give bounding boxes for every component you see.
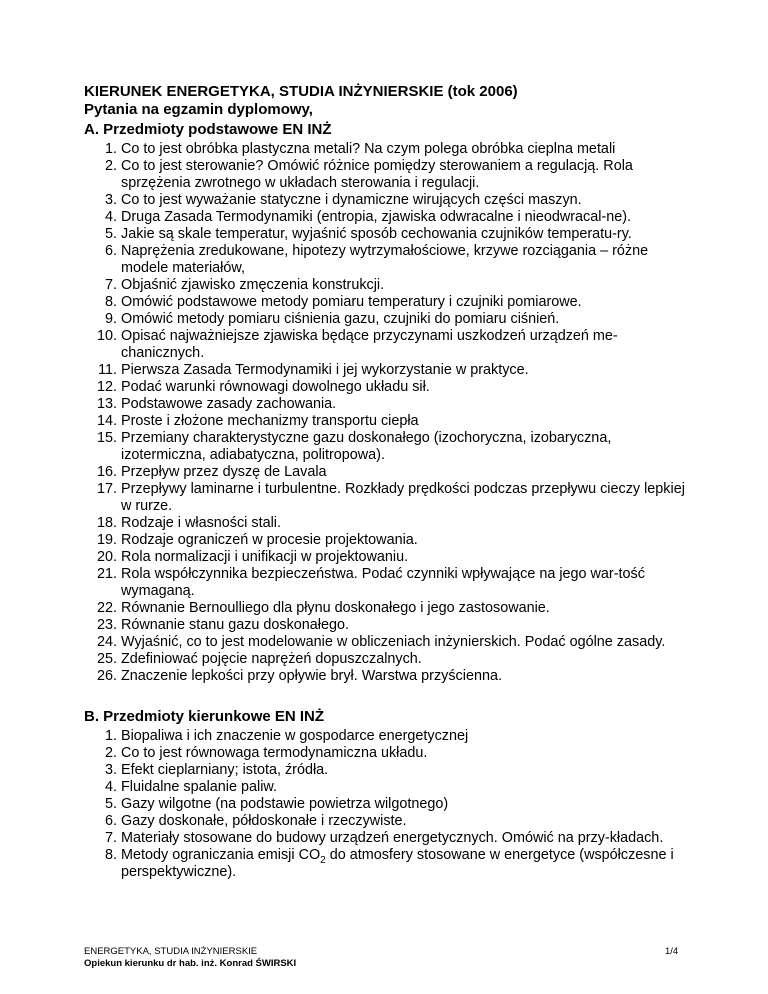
list-item bbox=[84, 651, 694, 668]
list-item-text: Rodzaje ograniczeń w procesie projektowania. bbox=[121, 532, 418, 548]
list-item-text: Co to jest sterowanie? Omówić różnice pomiędzy sterowaniem a regulacją. Rola sprzężenia zwrotnego w układach sterowania i regulacji. bbox=[121, 158, 633, 191]
list-item-text: Omówić podstawowe metody pomiaru temperatury i czujniki pomiarowe. bbox=[121, 294, 582, 310]
list-item-text: Podać warunki równowagi dowolnego układu sił. bbox=[121, 379, 430, 395]
list-item bbox=[84, 413, 694, 430]
list-item-text: Jakie są skale temperatur, wyjaśnić sposób cechowania czujników temperatu-ry. bbox=[121, 226, 632, 242]
section-b bbox=[84, 708, 694, 881]
list-item-text: Co to jest równowaga termodynamiczna układu. bbox=[121, 745, 428, 761]
list-item bbox=[84, 141, 694, 158]
list-item-number: 25. bbox=[96, 651, 117, 667]
list-item-number: 11. bbox=[98, 362, 117, 378]
list-item-text: Co to jest wyważanie statyczne i dynamiczne wirujących części maszyn. bbox=[121, 192, 582, 208]
list-item bbox=[84, 762, 694, 779]
section-a-question-list bbox=[84, 141, 694, 685]
list-item-text: Przepływy laminarne i turbulentne. Rozkłady prędkości podczas przepływu cieczy lepkiej w rurze. bbox=[121, 481, 685, 514]
list-item-number: 8. bbox=[104, 847, 117, 863]
list-item-text: Wyjaśnić, co to jest modelowanie w obliczeniach inżynierskich. Podać ogólne zasady. bbox=[121, 634, 666, 650]
section-a-heading: A. Przedmioty podstawowe EN INŻ bbox=[84, 121, 332, 138]
list-item-number: 7. bbox=[104, 830, 117, 846]
list-item-text: Opisać najważniejsze zjawiska będące przyczynami uszkodzeń urządzeń me-chanicznych. bbox=[121, 328, 618, 361]
list-item bbox=[84, 277, 694, 294]
list-item bbox=[84, 813, 694, 830]
list-item-number: 22. bbox=[96, 600, 117, 616]
list-item-number: 4. bbox=[104, 779, 117, 795]
list-item-number: 5. bbox=[104, 226, 117, 242]
list-item-number: 1. bbox=[104, 728, 117, 744]
list-item bbox=[84, 464, 694, 481]
list-item-number: 2. bbox=[104, 745, 117, 761]
list-item-text: Naprężenia zredukowane, hipotezy wytrzymałościowe, krzywe rozciągania – różne modele materiałów, bbox=[121, 243, 649, 276]
list-item-text: Gazy wilgotne (na podstawie powietrza wilgotnego) bbox=[121, 796, 449, 812]
list-item bbox=[84, 158, 694, 192]
list-item bbox=[84, 328, 694, 362]
list-item-text: Gazy doskonałe, półdoskonałe i rzeczywiste. bbox=[121, 813, 407, 829]
list-item bbox=[84, 796, 694, 813]
list-item bbox=[84, 728, 694, 745]
list-item-number: 21. bbox=[96, 566, 117, 582]
list-item-number: 3. bbox=[104, 192, 117, 208]
list-item-text: Równanie Bernoulliego dla płynu doskonałego i jego zastosowanie. bbox=[121, 600, 550, 616]
list-item-text: Przemiany charakterystyczne gazu doskonałego (izochoryczna, izobaryczna, izotermiczna, adiabatyczna, politropowa). bbox=[121, 430, 612, 463]
list-item bbox=[84, 668, 694, 685]
list-item-text-before: Metody ograniczania emisji CO bbox=[121, 847, 321, 863]
list-item-text: Rodzaje i własności stali. bbox=[121, 515, 281, 531]
section-a bbox=[84, 121, 694, 685]
list-item bbox=[84, 396, 694, 413]
list-item-number: 8. bbox=[104, 294, 117, 310]
list-item-text-after: do atmosfery stosowane w energetyce (współczesne i perspektywiczne). bbox=[121, 847, 674, 880]
list-item bbox=[84, 617, 694, 634]
footer-left bbox=[84, 946, 296, 970]
list-item-number: 23. bbox=[96, 617, 117, 633]
list-item-number: 2. bbox=[104, 158, 117, 174]
list-item-number: 12. bbox=[96, 379, 117, 395]
list-item-number: 4. bbox=[104, 209, 117, 225]
list-item bbox=[84, 847, 694, 881]
list-item-number: 6. bbox=[104, 243, 117, 259]
section-b-question-list-tail bbox=[84, 847, 694, 881]
list-item-number: 20. bbox=[96, 549, 117, 565]
list-item-text: Efekt cieplarniany; istota, źródła. bbox=[121, 762, 329, 778]
list-item bbox=[84, 779, 694, 796]
list-item bbox=[84, 243, 694, 277]
list-item bbox=[84, 566, 694, 600]
list-item bbox=[84, 634, 694, 651]
list-item bbox=[84, 294, 694, 311]
list-item-number: 13. bbox=[96, 396, 117, 412]
list-item-text: Co to jest obróbka plastyczna metali? Na czym polega obróbka cieplna metali bbox=[121, 141, 616, 157]
list-item bbox=[84, 515, 694, 532]
list-item bbox=[84, 481, 694, 515]
list-item-number: 9. bbox=[104, 311, 117, 327]
list-item-number: 15. bbox=[96, 430, 117, 446]
list-item-text: Materiały stosowane do budowy urządzeń energetycznych. Omówić na przy-kładach. bbox=[121, 830, 664, 846]
list-item-subscript: 2 bbox=[320, 854, 326, 866]
list-item-number: 26. bbox=[96, 668, 117, 684]
section-b-heading: B. Przedmioty kierunkowe EN INŻ bbox=[84, 708, 325, 725]
list-item-text: Biopaliwa i ich znaczenie w gospodarce energetycznej bbox=[121, 728, 469, 744]
list-item-text: Podstawowe zasady zachowania. bbox=[121, 396, 337, 412]
list-item-number: 1. bbox=[104, 141, 117, 157]
list-item-number: 17. bbox=[96, 481, 117, 497]
list-item bbox=[84, 600, 694, 617]
list-item-number: 14. bbox=[96, 413, 117, 429]
list-item-number: 24. bbox=[96, 634, 117, 650]
list-item bbox=[84, 532, 694, 549]
list-item-text: Znaczenie lepkości przy opływie brył. Warstwa przyścienna. bbox=[121, 668, 502, 684]
document-subtitle: Pytania na egzamin dyplomowy, bbox=[84, 101, 313, 118]
list-item-text: Przepływ przez dyszę de Lavala bbox=[121, 464, 327, 480]
list-item-number: 5. bbox=[104, 796, 117, 812]
list-item-text: Zdefiniować pojęcie naprężeń dopuszczalnych. bbox=[121, 651, 422, 667]
list-item bbox=[84, 311, 694, 328]
list-item-text: Rola normalizacji i unifikacji w projektowaniu. bbox=[121, 549, 409, 565]
list-item-number: 6. bbox=[104, 813, 117, 829]
list-item bbox=[84, 379, 694, 396]
list-item bbox=[84, 362, 694, 379]
list-item-text: Omówić metody pomiaru ciśnienia gazu, czujniki do pomiaru ciśnień. bbox=[121, 311, 560, 327]
footer-supervisor: Opiekun kierunku dr hab. inż. Konrad ŚWIRSKI bbox=[84, 958, 297, 969]
list-item bbox=[84, 830, 694, 847]
list-item bbox=[84, 209, 694, 226]
list-item-number: 3. bbox=[104, 762, 117, 778]
list-item bbox=[84, 745, 694, 762]
list-item bbox=[84, 226, 694, 243]
section-b-question-list bbox=[84, 728, 694, 847]
list-item-text: Rola współczynnika bezpieczeństwa. Podać czynniki wpływające na jego war-tość wymaganą. bbox=[121, 566, 645, 599]
list-item-text: Pierwsza Zasada Termodynamiki i jej wykorzystanie w praktyce. bbox=[121, 362, 529, 378]
list-item-number: 7. bbox=[104, 277, 117, 293]
list-item bbox=[84, 549, 694, 566]
list-item-text bbox=[121, 847, 694, 881]
list-item-text: Równanie stanu gazu doskonałego. bbox=[121, 617, 350, 633]
list-item-number: 16. bbox=[96, 464, 117, 480]
list-item bbox=[84, 192, 694, 209]
list-item-text: Proste i złożone mechanizmy transportu ciepła bbox=[121, 413, 419, 429]
list-item bbox=[84, 430, 694, 464]
document-title: KIERUNEK ENERGETYKA, STUDIA INŻYNIERSKIE (tok 2006) bbox=[84, 83, 518, 100]
list-item-number: 19. bbox=[96, 532, 117, 548]
list-item-number: 10. bbox=[96, 328, 117, 344]
list-item-text: Fluidalne spalanie paliw. bbox=[121, 779, 277, 795]
list-item-text: Druga Zasada Termodynamiki (entropia, zjawiska odwracalne i nieodwracal-ne). bbox=[121, 209, 632, 225]
footer-program: ENERGETYKA, STUDIA INŻYNIERSKIE bbox=[84, 946, 258, 957]
list-item-number: 18. bbox=[96, 515, 117, 531]
list-item-text: Objaśnić zjawisko zmęczenia konstrukcji. bbox=[121, 277, 385, 293]
page-number: 1/4 bbox=[665, 946, 679, 957]
